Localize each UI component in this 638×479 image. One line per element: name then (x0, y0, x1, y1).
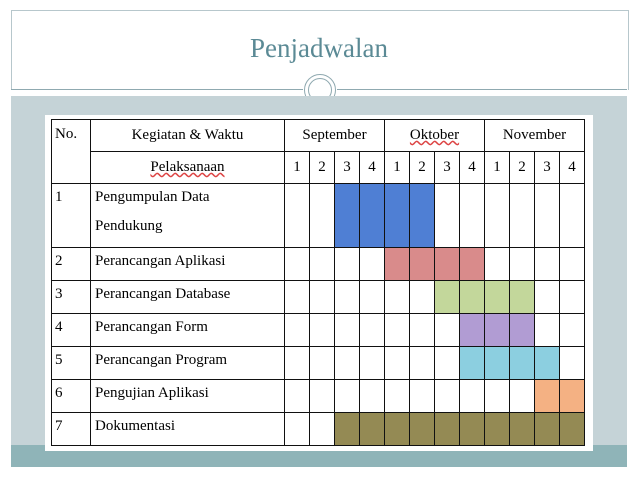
schedule-bar-cell (460, 281, 485, 314)
schedule-bar-cell (485, 347, 510, 380)
schedule-empty-cell (560, 314, 585, 347)
header-week-9: 1 (485, 152, 510, 184)
schedule-bar-cell (335, 184, 360, 248)
schedule-bar-cell (485, 314, 510, 347)
schedule-empty-cell (285, 281, 310, 314)
schedule-bar-cell (360, 184, 385, 248)
header-month-november: November (485, 120, 585, 152)
schedule-empty-cell (560, 248, 585, 281)
schedule-empty-cell (385, 347, 410, 380)
schedule-table-container (45, 115, 593, 451)
table-row (52, 347, 585, 380)
activity-label: Perancangan Aplikasi (95, 253, 226, 269)
schedule-bar-cell (410, 184, 435, 248)
schedule-empty-cell (410, 281, 435, 314)
schedule-empty-cell (535, 281, 560, 314)
activity-label: Perancangan Database (95, 286, 231, 302)
schedule-empty-cell (310, 184, 335, 248)
schedule-bar-cell (510, 314, 535, 347)
activity-cell (91, 413, 285, 446)
schedule-bar-cell (460, 314, 485, 347)
header-week-6: 2 (410, 152, 435, 184)
schedule-bar-cell (560, 413, 585, 446)
schedule-bar-cell (385, 413, 410, 446)
schedule-empty-cell (535, 184, 560, 248)
schedule-empty-cell (460, 380, 485, 413)
schedule-bar-cell (535, 347, 560, 380)
activity-cell (91, 347, 285, 380)
schedule-bar-cell (460, 347, 485, 380)
header-month-oktober: Oktober (385, 120, 485, 152)
schedule-empty-cell (485, 380, 510, 413)
schedule-empty-cell (285, 248, 310, 281)
schedule-empty-cell (410, 314, 435, 347)
schedule-bar-cell (535, 380, 560, 413)
schedule-empty-cell (485, 184, 510, 248)
activity-cell (91, 184, 285, 248)
activity-cell (91, 281, 285, 314)
schedule-bar-cell (460, 413, 485, 446)
schedule-empty-cell (360, 248, 385, 281)
schedule-table (51, 119, 585, 446)
activity-label: Pengumpulan Data (95, 189, 210, 205)
schedule-bar-cell (410, 413, 435, 446)
schedule-empty-cell (435, 347, 460, 380)
schedule-empty-cell (560, 281, 585, 314)
schedule-empty-cell (360, 347, 385, 380)
schedule-bar-cell (510, 413, 535, 446)
schedule-empty-cell (310, 413, 335, 446)
header-week-11: 3 (535, 152, 560, 184)
schedule-empty-cell (360, 281, 385, 314)
schedule-empty-cell (310, 281, 335, 314)
title-divider-left (11, 89, 303, 90)
schedule-empty-cell (285, 380, 310, 413)
row-number: 5 (52, 347, 91, 380)
schedule-bar-cell (385, 184, 410, 248)
schedule-empty-cell (360, 380, 385, 413)
schedule-bar-cell (435, 413, 460, 446)
row-number: 1 (52, 184, 91, 248)
schedule-empty-cell (335, 248, 360, 281)
activity-cell (91, 380, 285, 413)
schedule-empty-cell (435, 314, 460, 347)
table-row (52, 281, 585, 314)
schedule-empty-cell (310, 314, 335, 347)
schedule-empty-cell (510, 248, 535, 281)
schedule-bar-cell (385, 248, 410, 281)
schedule-empty-cell (410, 347, 435, 380)
schedule-empty-cell (335, 347, 360, 380)
activity-cell (91, 248, 285, 281)
schedule-bar-cell (335, 413, 360, 446)
activity-cell (91, 314, 285, 347)
table-row (52, 248, 585, 281)
schedule-empty-cell (510, 184, 535, 248)
table-row (52, 314, 585, 347)
table-row (52, 413, 585, 446)
schedule-bar-cell (435, 248, 460, 281)
schedule-empty-cell (285, 347, 310, 380)
activity-label: Pengujian Aplikasi (95, 385, 209, 401)
header-activity-line1: Kegiatan & Waktu (91, 120, 285, 152)
schedule-empty-cell (385, 281, 410, 314)
activity-label-line2: Pendukung (95, 218, 163, 234)
schedule-empty-cell (510, 380, 535, 413)
schedule-bar-cell (410, 248, 435, 281)
schedule-empty-cell (285, 413, 310, 446)
header-week-4: 4 (360, 152, 385, 184)
schedule-empty-cell (335, 380, 360, 413)
schedule-bar-cell (510, 347, 535, 380)
schedule-empty-cell (310, 248, 335, 281)
header-month-september: September (285, 120, 385, 152)
activity-label: Dokumentasi (95, 418, 175, 434)
schedule-empty-cell (535, 248, 560, 281)
schedule-bar-cell (485, 413, 510, 446)
schedule-empty-cell (310, 380, 335, 413)
schedule-empty-cell (310, 347, 335, 380)
activity-label: Perancangan Form (95, 319, 208, 335)
table-row (52, 380, 585, 413)
schedule-empty-cell (560, 184, 585, 248)
schedule-bar-cell (560, 380, 585, 413)
header-week-2: 2 (310, 152, 335, 184)
row-number: 3 (52, 281, 91, 314)
schedule-empty-cell (285, 314, 310, 347)
schedule-empty-cell (485, 248, 510, 281)
row-number: 6 (52, 380, 91, 413)
schedule-empty-cell (435, 184, 460, 248)
schedule-empty-cell (385, 380, 410, 413)
schedule-bar-cell (510, 281, 535, 314)
table-row (52, 184, 585, 248)
schedule-bar-cell (485, 281, 510, 314)
schedule-bar-cell (360, 413, 385, 446)
row-number: 4 (52, 314, 91, 347)
header-week-3: 3 (335, 152, 360, 184)
header-week-10: 2 (510, 152, 535, 184)
schedule-empty-cell (360, 314, 385, 347)
schedule-bar-cell (460, 248, 485, 281)
schedule-bar-cell (535, 413, 560, 446)
header-week-5: 1 (385, 152, 410, 184)
slide-title: Penjadwalan (250, 33, 388, 63)
header-no: No. (52, 120, 91, 184)
header-activity-line2: Pelaksanaan (91, 152, 285, 184)
schedule-empty-cell (460, 184, 485, 248)
header-week-12: 4 (560, 152, 585, 184)
schedule-empty-cell (285, 184, 310, 248)
schedule-empty-cell (560, 347, 585, 380)
schedule-empty-cell (385, 314, 410, 347)
schedule-empty-cell (335, 281, 360, 314)
row-number: 7 (52, 413, 91, 446)
header-week-1: 1 (285, 152, 310, 184)
title-divider-right (337, 89, 627, 90)
activity-label: Perancangan Program (95, 352, 228, 368)
schedule-empty-cell (410, 380, 435, 413)
row-number: 2 (52, 248, 91, 281)
header-week-8: 4 (460, 152, 485, 184)
schedule-empty-cell (535, 314, 560, 347)
schedule-bar-cell (435, 281, 460, 314)
schedule-empty-cell (435, 380, 460, 413)
header-week-7: 3 (435, 152, 460, 184)
schedule-empty-cell (335, 314, 360, 347)
